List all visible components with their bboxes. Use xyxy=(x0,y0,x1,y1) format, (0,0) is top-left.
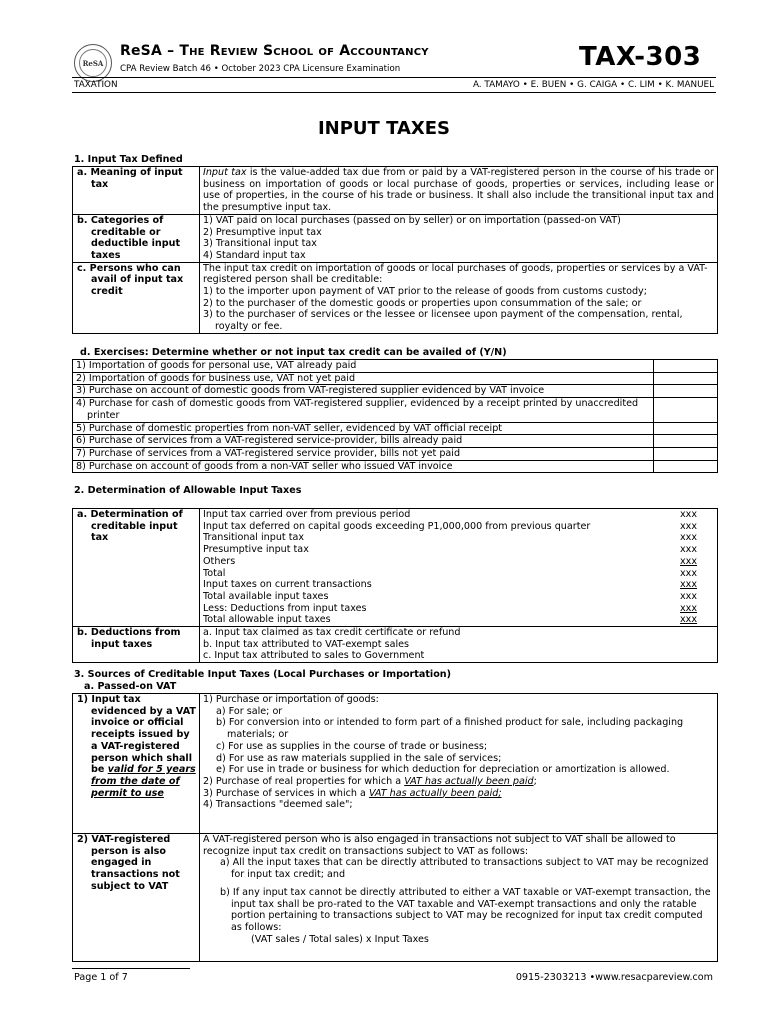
exercise-item: 8) Purchase on account of goods from a non-VAT seller who issued VAT invoice xyxy=(73,460,654,473)
categories-label: b. Categories of creditable or deductible input taxes xyxy=(73,214,200,262)
list-item: 1) Purchase or importation of goods: xyxy=(203,694,379,705)
table-row xyxy=(73,627,718,663)
list-item: 3) Transitional input tax xyxy=(203,238,317,250)
header-rule-top xyxy=(72,77,716,78)
table-row xyxy=(73,460,718,473)
amount-row-9 xyxy=(203,614,714,626)
amount-value: xxx xyxy=(680,520,698,532)
list-item xyxy=(203,788,714,800)
amount-value: xxx xyxy=(680,555,698,567)
brand-tagline: CPA Review Batch 46 • October 2023 CPA Licensure Examination xyxy=(120,64,401,74)
item-emphasis: VAT has actually been paid; xyxy=(368,787,502,799)
amount-value: xxx xyxy=(680,567,698,579)
table-row xyxy=(73,385,718,398)
list-item: c) For use as supplies in the course of trade or business; xyxy=(216,740,488,752)
amount-row-7 xyxy=(203,591,714,603)
amount-row-3 xyxy=(203,544,714,556)
amount-value: xxx xyxy=(680,590,698,602)
list-item: b) For conversion into or intended to form part of a finished product for sale, including packaging materials; or xyxy=(216,717,684,741)
amount-label: Input tax carried over from previous period xyxy=(203,509,411,520)
section-1-heading: 1. Input Tax Defined xyxy=(74,154,183,165)
table-row xyxy=(73,694,718,834)
amount-row-1 xyxy=(203,521,714,533)
amount-value: xxx xyxy=(680,509,698,520)
amount-label: Less: Deductions from input taxes xyxy=(203,602,367,614)
evidenced-label-text: 1) Input tax evidenced by a VAT invoice or official receipts issued by a VAT-registered person which shall be xyxy=(77,694,196,776)
answer-cell[interactable] xyxy=(654,435,718,448)
amount-row-4 xyxy=(203,556,714,568)
list-item: 1) to the importer upon payment of VAT prior to the release of goods from customs custody; xyxy=(203,286,647,298)
amount-row-0 xyxy=(203,509,714,521)
answer-cell[interactable] xyxy=(654,422,718,435)
course-code: TAX-303 xyxy=(579,42,702,72)
list-item xyxy=(203,776,714,788)
amount-label: Others xyxy=(203,555,236,567)
amount-value: xxx xyxy=(680,602,698,614)
item-text: 2) Purchase of real properties for which a xyxy=(203,775,405,787)
list-item: 4) Standard input tax xyxy=(203,249,306,261)
exercise-item: 3) Purchase on account of domestic goods from VAT-registered supplier evidenced by VAT invoice xyxy=(73,385,654,398)
amount-label: Presumptive input tax xyxy=(203,544,309,556)
determination-list xyxy=(200,509,718,627)
input-tax-term: Input tax xyxy=(203,167,247,178)
list-item: a) All the input taxes that can be directly attributed to transactions subject to VAT may be recognized for input tax credit; and xyxy=(220,857,709,881)
evidenced-label xyxy=(73,694,200,834)
categories-list xyxy=(200,214,718,262)
exercise-item: 1) Importation of goods for personal use, VAT already paid xyxy=(73,360,654,373)
mixed-transactions-text xyxy=(200,834,718,962)
sources-table xyxy=(72,693,718,962)
item-text: 3) Purchase of services in which a xyxy=(203,787,369,799)
exercise-item: 7) Purchase of services from a VAT-registered service provider, bills not yet paid xyxy=(73,447,654,460)
meaning-definition: is the value-added tax due from or paid by a VAT-registered person in the course of his trade or business on importation of goods or local purchase of goods, properties or services, including lease or use of properties, in the course of his trade or business. It shall also include the transitional input tax and the presumptive input tax. xyxy=(203,167,714,214)
list-item: b) If any input tax cannot be directly attributed to either a VAT taxable or VAT-exempt transaction, the input tax shall be pro-rated to the VAT taxable and VAT-exempt transactions and only the ratable portion pertaining to transactions subject to VAT may be recognized for input tax credit computed as follows: xyxy=(220,886,711,933)
input-tax-defined-table xyxy=(72,166,718,334)
amount-value: xxx xyxy=(680,544,698,556)
amount-label: Total available input taxes xyxy=(203,590,329,602)
list-item: d) For use as raw materials supplied in the sale of services; xyxy=(216,752,502,764)
authors: A. TAMAYO • E. BUEN • G. CAIGA • C. LIM • K. MANUEL xyxy=(472,80,714,90)
amount-row-5 xyxy=(203,568,714,580)
amount-row-8 xyxy=(203,603,714,615)
passed-on-vat-heading: a. Passed-on VAT xyxy=(84,681,177,692)
table-row xyxy=(73,360,718,373)
answer-cell[interactable] xyxy=(654,447,718,460)
amount-value: xxx xyxy=(680,579,698,591)
table-row xyxy=(73,834,718,962)
amount-label: Transitional input tax xyxy=(203,532,305,544)
table-row xyxy=(73,372,718,385)
formula: (VAT sales / Total sales) x Input Taxes xyxy=(251,933,429,945)
item-text: ; xyxy=(533,775,537,787)
amount-label: Total xyxy=(203,567,226,579)
table-row xyxy=(73,509,718,627)
brand-school-name: The Review School of Accountancy xyxy=(179,43,429,59)
table-row xyxy=(73,262,718,333)
amount-row-2 xyxy=(203,532,714,544)
amount-row-6 xyxy=(203,579,714,591)
brand-title: ReSA – The Review School of Accountancy xyxy=(120,43,429,59)
page-title: INPUT TAXES xyxy=(317,118,451,139)
section-2-heading: 2. Determination of Allowable Input Taxes xyxy=(74,485,302,496)
table-row xyxy=(73,447,718,460)
mixed-transactions-label: 2) VAT-registered person is also engaged in transactions not subject to VAT xyxy=(73,834,200,962)
page-number: Page 1 of 7 xyxy=(74,972,128,983)
mixed-intro: A VAT-registered person who is also engaged in transactions not subject to VAT shall be allowed to recognize input tax credit on transactions subject to VAT as follows: xyxy=(203,834,676,857)
table-row xyxy=(73,167,718,215)
exercises-table xyxy=(72,359,718,473)
persons-intro: The input tax credit on importation of goods or local purchases of goods, properties or services by a VAT-registered person shall be creditable: xyxy=(203,262,708,286)
list-item: 1) VAT paid on local purchases (passed on by seller) or on importation (passed-on VAT) xyxy=(203,214,621,226)
amount-value: xxx xyxy=(680,614,698,626)
deductions-list xyxy=(200,627,718,663)
allowable-input-tax-table xyxy=(72,508,718,663)
logo-seal-text: ReSA xyxy=(79,49,107,77)
answer-cell[interactable] xyxy=(654,460,718,473)
persons-label: c. Persons who can avail of input tax credit xyxy=(73,262,200,333)
section-3-heading: 3. Sources of Creditable Input Taxes (Local Purchases or Importation) xyxy=(74,669,452,680)
amount-label: Input tax deferred on capital goods exceeding P1,000,000 from previous quarter xyxy=(203,520,591,532)
persons-list xyxy=(200,262,718,333)
exercise-item: 6) Purchase of services from a VAT-registered service-provider, bills already paid xyxy=(73,435,654,448)
purchase-list xyxy=(200,694,718,834)
validity-period: valid for 5 years from the date of permit to use xyxy=(91,764,196,799)
amount-label: Input taxes on current transactions xyxy=(203,579,372,591)
list-item: 3) to the purchaser of services or the lessee or licensee upon payment of the compensation, rental, royalty or fee. xyxy=(203,309,683,333)
meaning-text xyxy=(200,167,718,215)
table-row xyxy=(73,398,718,422)
amount-label: Total allowable input taxes xyxy=(203,614,331,626)
brand-name: ReSA xyxy=(120,43,162,59)
answer-cell[interactable] xyxy=(654,385,718,398)
list-item: e) For use in trade or business for which deduction for depreciation or amortization is allowed. xyxy=(216,764,670,776)
list-item: b. Input tax attributed to VAT-exempt sales xyxy=(203,638,410,650)
item-emphasis: VAT has actually been paid xyxy=(404,775,534,787)
list-item: a) For sale; or xyxy=(216,705,283,717)
list-item: a. Input tax claimed as tax credit certificate or refund xyxy=(203,627,461,639)
deductions-label: b. Deductions from input taxes xyxy=(73,627,200,663)
exercise-item: 4) Purchase for cash of domestic goods from VAT-registered supplier, evidenced by a receipt printed by unaccredited printer xyxy=(73,398,654,422)
footer-rule xyxy=(72,968,190,969)
exercises-heading: d. Exercises: Determine whether or not input tax credit can be availed of (Y/N) xyxy=(80,347,507,358)
exercise-item: 5) Purchase of domestic properties from non-VAT seller, evidenced by VAT official receipt xyxy=(73,422,654,435)
table-row xyxy=(73,214,718,262)
meaning-label: a. Meaning of input tax xyxy=(73,167,200,215)
exercise-item: 2) Importation of goods for business use, VAT not yet paid xyxy=(73,372,654,385)
subject-label: TAXATION xyxy=(74,80,118,90)
header-rule-bottom xyxy=(72,92,716,93)
answer-cell[interactable] xyxy=(654,360,718,373)
list-item: 4) Transactions "deemed sale"; xyxy=(203,799,353,811)
answer-cell[interactable] xyxy=(654,398,718,422)
table-row xyxy=(73,422,718,435)
table-row xyxy=(73,435,718,448)
list-item: 2) Presumptive input tax xyxy=(203,226,322,238)
determination-label: a. Determination of creditable input tax xyxy=(73,509,200,627)
answer-cell[interactable] xyxy=(654,372,718,385)
list-item: c. Input tax attributed to sales to Government xyxy=(203,650,425,662)
amount-value: xxx xyxy=(680,532,698,544)
list-item: 2) to the purchaser of the domestic goods or properties upon consummation of the sale; or xyxy=(203,297,642,309)
contact-info: 0915-2303213 •www.resacpareview.com xyxy=(515,972,713,983)
